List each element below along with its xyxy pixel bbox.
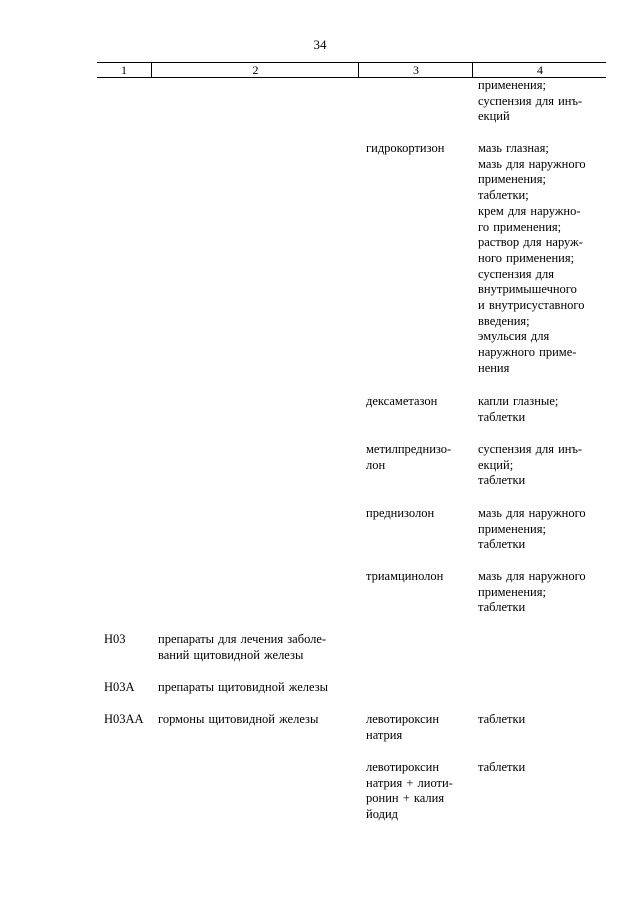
dosage-forms [478,506,598,553]
atc-code: H03AA [104,712,144,726]
dosage-form-line: таблетки [478,473,526,488]
group-name: гормоны щитовидной железы [158,712,319,726]
dosage-form-line: эмульсия для [478,329,550,344]
table-row [0,680,640,712]
text-line: левотироксин [366,760,440,774]
text-line: натрия [366,727,403,742]
table-row [0,442,640,506]
dosage-form-line: введения; [478,313,530,328]
text-line: ронин + калия [366,791,445,806]
dosage-forms [478,712,598,728]
header-col-3: 3 [358,63,473,77]
drug-name [366,712,464,743]
dosage-form-line: екций [478,109,510,124]
dosage-form-line: таблетки [478,600,526,615]
table-row [0,760,640,824]
dosage-form-line: мазь для наружного [478,506,586,520]
table-row [0,141,640,394]
table-header [97,62,606,78]
dosage-form-line: крем для наружно- [478,203,581,218]
dosage-form-line: нения [478,360,510,375]
header-col-4: 4 [472,63,607,77]
dosage-form-line: таблетки [478,760,526,774]
dosage-form-line: применения; [478,521,546,536]
text-line: левотироксин [366,712,440,726]
dosage-forms [478,394,598,425]
text-line: лон [366,457,386,472]
text-line: йодид [366,807,398,822]
dosage-forms [478,78,598,125]
dosage-form-line: наружного приме- [478,345,577,360]
table-row [0,394,640,442]
dosage-form-line: мазь для наружного [478,569,586,583]
text-line: ваний щитовидной железы [158,647,304,662]
dosage-form-line: применения; [478,584,546,599]
dosage-form-line: применения; [478,172,546,187]
dosage-form-line: таблетки [478,409,526,424]
drug-name: дексаметазон [366,394,438,408]
dosage-forms [478,760,598,776]
group-name: препараты щитовидной железы [158,680,329,694]
dosage-form-line: мазь глазная; [478,141,549,155]
dosage-forms [478,442,598,489]
atc-code: H03 [104,632,126,646]
group-name [158,632,353,663]
dosage-form-line: го применения; [478,219,562,234]
dosage-form-line: таблетки; [478,188,529,203]
dosage-form-line: екций; [478,457,514,472]
table-row [0,506,640,569]
table-row [0,569,640,632]
dosage-form-line: внутримышечного [478,282,577,297]
table-row [0,78,640,141]
table-body [0,78,640,824]
dosage-form-line: и внутрисуставного [478,298,585,313]
dosage-form-line: применения; [478,78,546,92]
header-col-2: 2 [151,63,359,77]
drug-name: гидрокортизон [366,141,445,155]
dosage-form-line: суспензия для [478,266,554,281]
header-col-1: 1 [121,63,127,77]
text-line: препараты для лечения заболе- [158,632,327,646]
dosage-form-line: мазь для наружного [478,156,586,171]
text-line: метилпреднизо- [366,442,452,456]
drug-name [366,442,464,473]
table-row [0,632,640,680]
drug-name: триамцинолон [366,569,444,583]
dosage-form-line: капли глазные; [478,394,559,408]
dosage-form-line: суспензия для инъ- [478,442,583,456]
table-row [0,712,640,760]
dosage-form-line: таблетки [478,537,526,552]
page-number: 34 [313,37,327,52]
dosage-form-line: таблетки [478,712,526,726]
text-line: натрия + лиоти- [366,775,453,790]
dosage-forms [478,569,598,616]
dosage-form-line: суспензия для инъ- [478,93,583,108]
drug-name [366,760,464,823]
dosage-forms [478,141,598,377]
atc-code: H03A [104,680,135,694]
dosage-form-line: ного применения; [478,250,575,265]
dosage-form-line: раствор для наруж- [478,235,583,250]
drug-name: преднизолон [366,506,435,520]
